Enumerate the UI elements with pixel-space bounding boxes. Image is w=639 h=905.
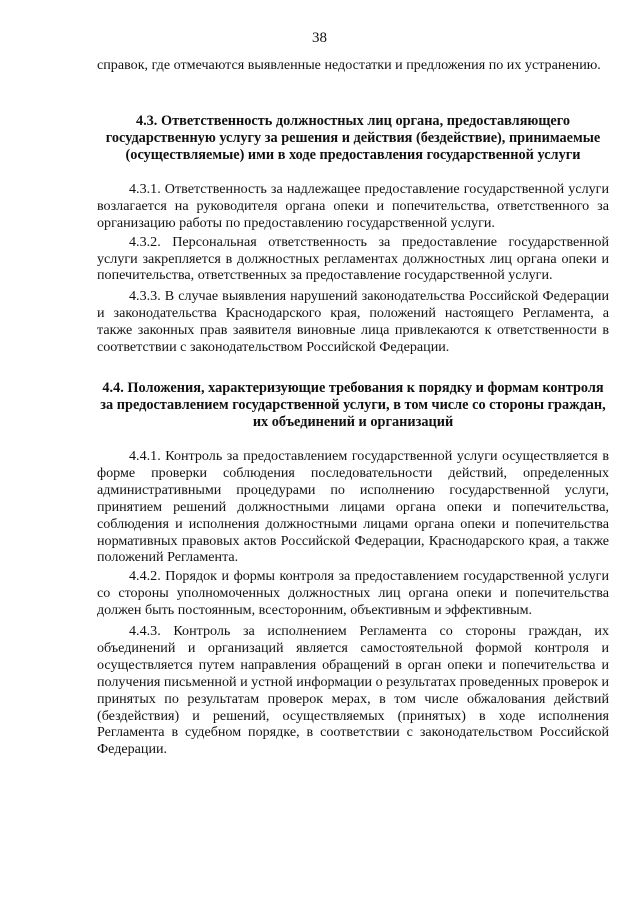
section-4-4-heading: 4.4. Положения, характеризующие требования к порядку и формам контроля за предоставлением государственной услуги, в том числе со стороны граждан, их объединений и организаций: [100, 379, 606, 430]
paragraph-4-4-3: 4.4.3. Контроль за исполнением Регламента со стороны граждан, их объединений и организаций является самостоятельной формой контроля и осуществляется путем направления обращений в орган опеки и попечительства и получения письменной и устной информации о результатах проведенных проверок и принятых по результатам проверок мерах, в том числе обжалования действий (бездействия) и решений, осуществляемых (принятых) в ходе исполнения Регламента в судебном порядке, в соответствии с законодательством Российской Федерации.: [97, 623, 609, 758]
section-4-3-heading: 4.3. Ответственность должностных лиц органа, предоставляющего государственную услугу за решения и действия (бездействие), принимаемые (осуществляемые) ими в ходе предоставления государственной услуги: [105, 112, 601, 163]
paragraph-4-4-2: 4.4.2. Порядок и формы контроля за предоставлением государственной услуги со стороны уполномоченных должностных лиц органа опеки и попечительства должен быть постоянным, всесторонним, объективным и эффективным.: [97, 568, 609, 619]
paragraph-4-3-1: 4.3.1. Ответственность за надлежащее предоставление государственной услуги возлагается на руководителя органа опеки и попечительства, ответственного за организацию работы по предоставлению государственной услуги.: [97, 180, 609, 231]
paragraph-4-3-2: 4.3.2. Персональная ответственность за предоставление государственной услуги закрепляется в должностных регламентах должностных лиц органа опеки и попечительства, ответственных за предоставление государственной услуги.: [97, 233, 609, 284]
paragraph-4-3-3: 4.3.3. В случае выявления нарушений законодательства Российской Федерации и законодательства Краснодарского края, положений настоящего Регламента, а также законных прав заявителя виновные лица привлекаются к ответственности в соответствии с законодательством Российской Федерации.: [97, 288, 609, 356]
paragraph-4-4-1: 4.4.1. Контроль за предоставлением государственной услуги осуществляется в форме проверки соблюдения последовательности действий, определенных административными процедурами по исполнению государственной услуги, принятием решений должностными лицами органа опеки и попечительства, соблюдения и исполнения должностными лицами органа опеки и попечительства нормативных правовых актов Российской Федерации, Краснодарского края, а также положений Регламента.: [97, 447, 609, 566]
page-content: [97, 57, 609, 758]
page-number: 38: [312, 30, 327, 46]
intro-paragraph: справок, где отмечаются выявленные недостатки и предложения по их устранению.: [97, 57, 601, 73]
